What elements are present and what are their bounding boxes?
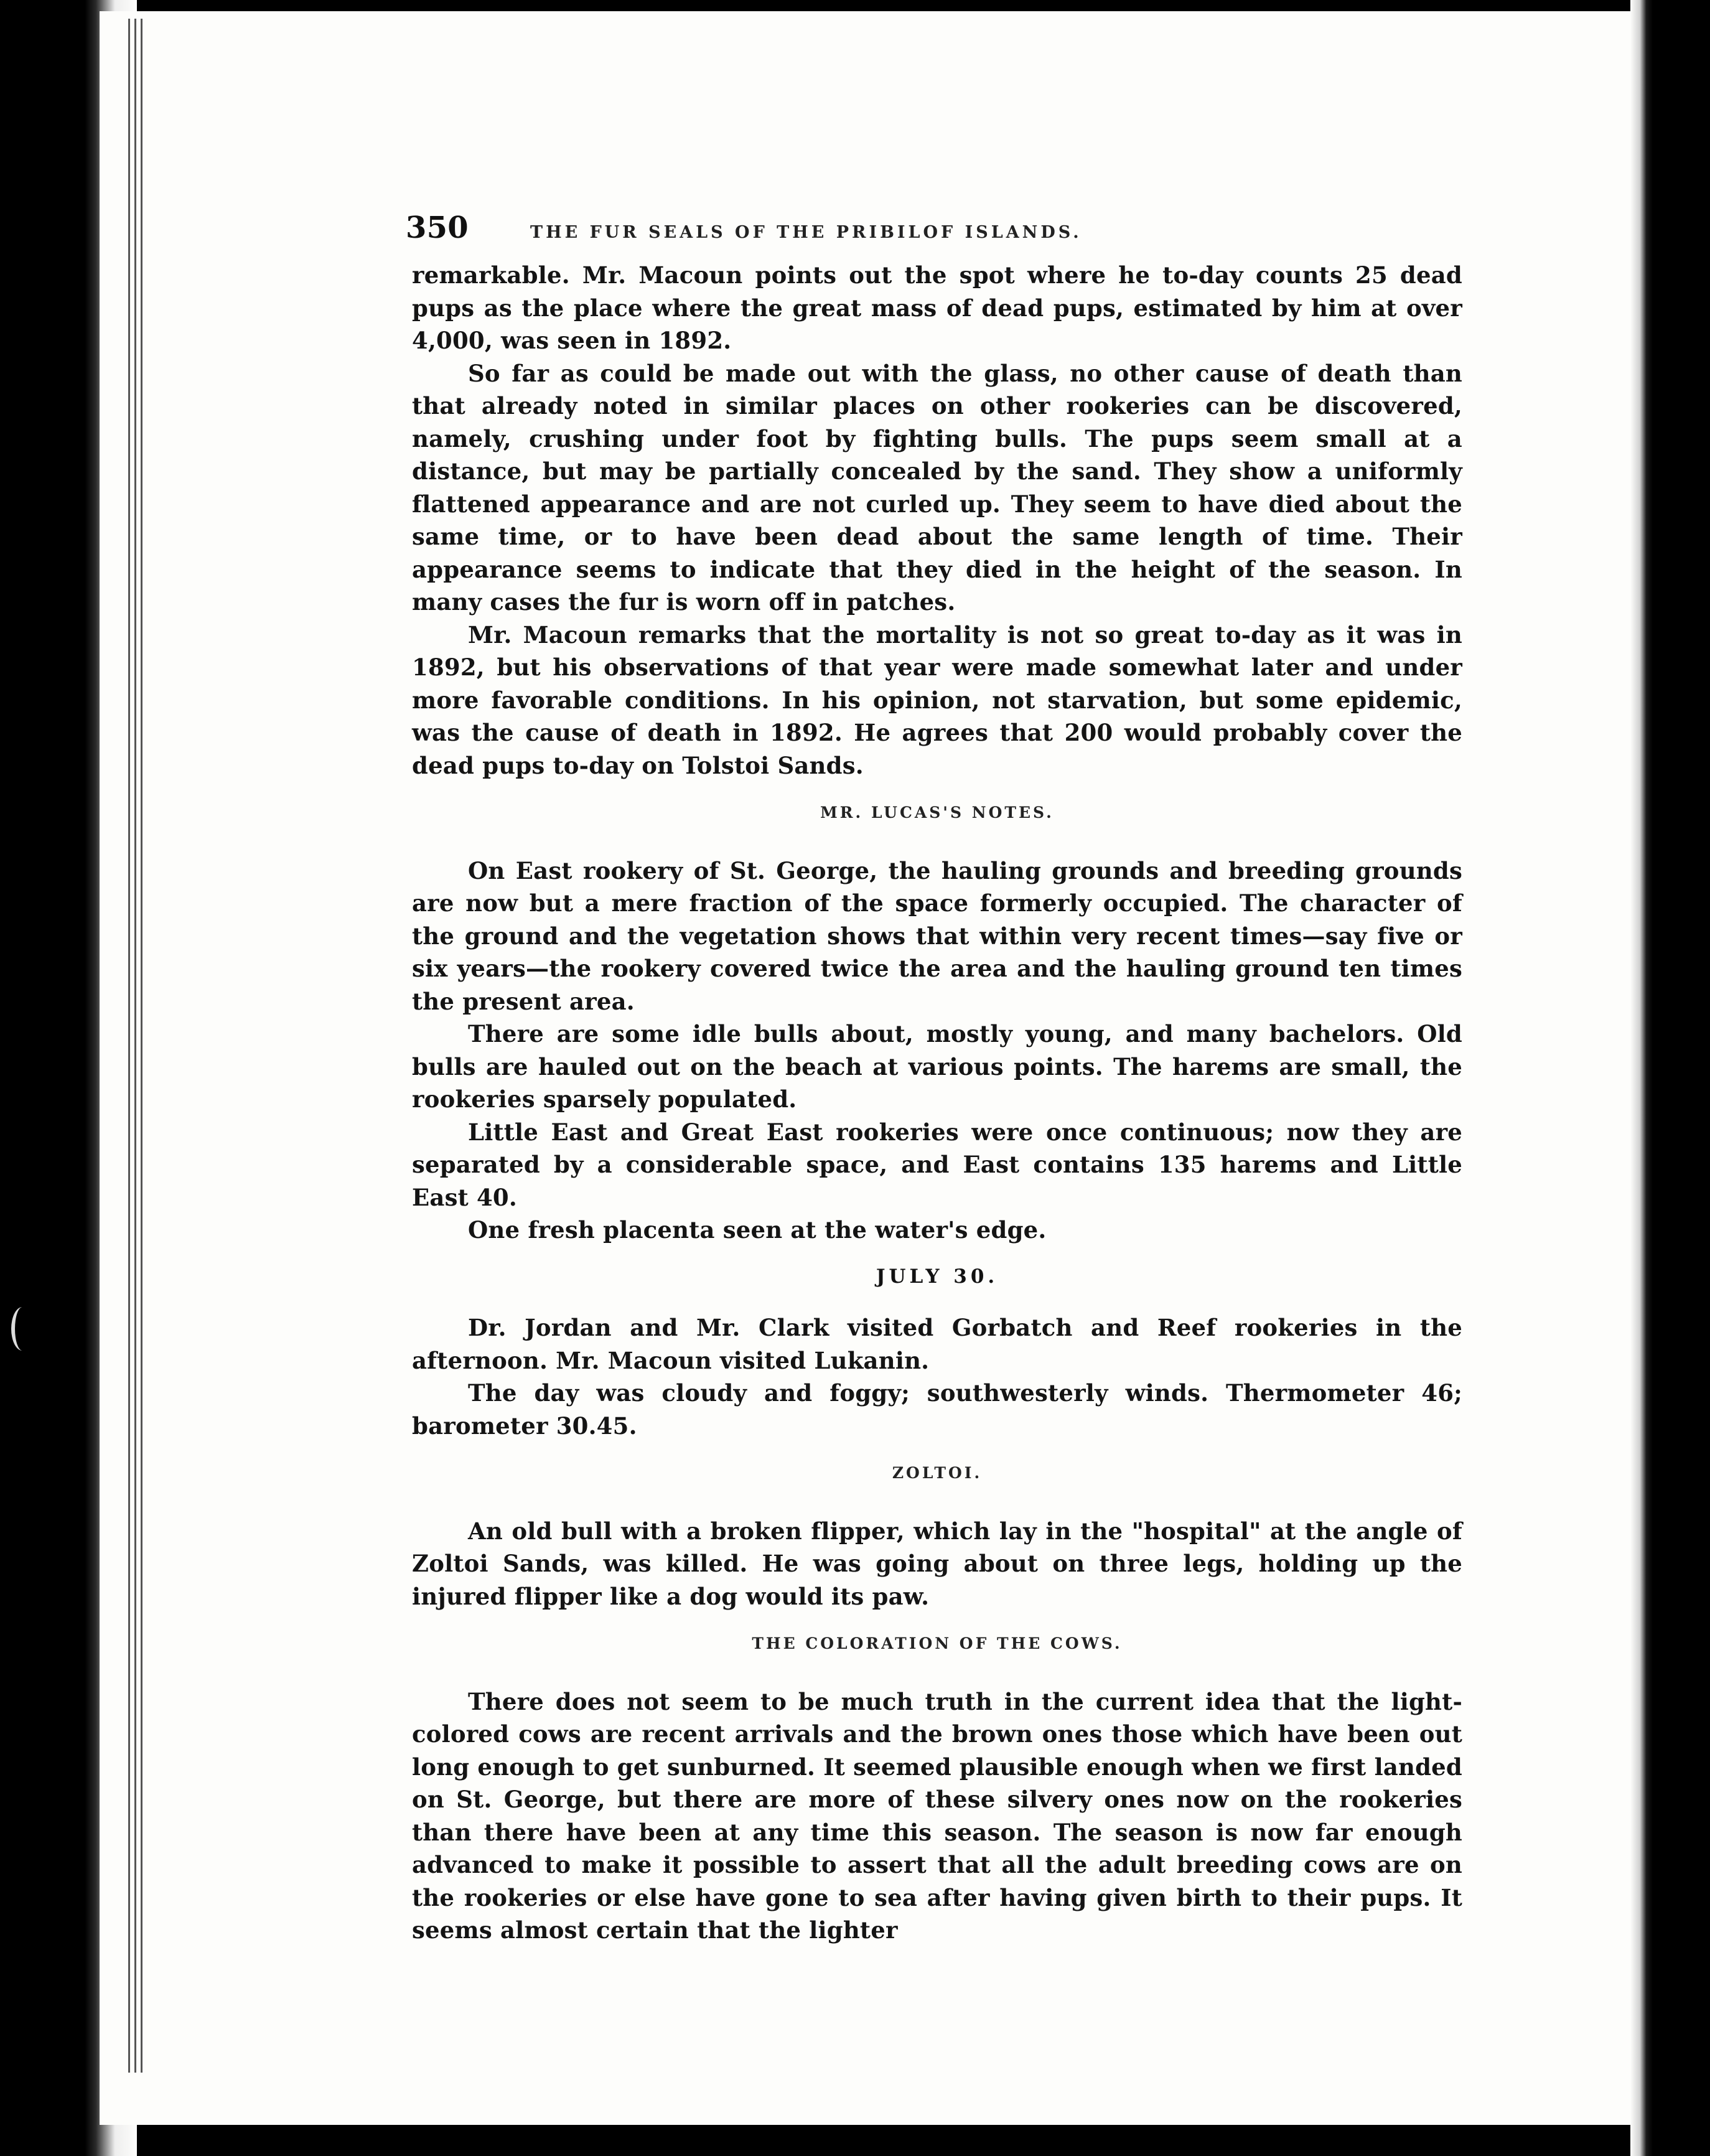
page-edge-line (128, 19, 130, 2073)
section-heading-zoltoi: ZOLTOI. (892, 1464, 983, 1482)
running-head (406, 212, 1462, 259)
section-heading-lucas: MR. LUCAS'S NOTES. (820, 804, 1054, 822)
date-heading: JULY 30. (876, 1265, 999, 1288)
page-edge-line (134, 19, 136, 2073)
section-heading-coloration: THE COLORATION OF THE COWS. (752, 1634, 1123, 1652)
paragraph: An old bull with a broken flipper, which lay in the "hospital" at the angle of Zoltoi Sands, was killed. He was going about on three legs, holding up the injured flipper like a dog would its paw. (412, 1517, 1462, 1610)
right-page-edge (1630, 0, 1710, 2156)
page-text-top (406, 210, 1462, 1947)
paragraph: There does not seem to be much truth in the current idea that the light-colored cows are recent arrivals and the brown ones those which have been out long enough to get sunburned. It seemed plausible enough when we first landed on St. George, but there are more of these silvery ones now on the rookeries than there have been at any time this season. The season is now far enough advanced to make it possible to assert that all the adult breeding cows are on the rookeries or else have gone to sea after having given birth to their pups. It seems almost certain that the lighter (412, 1687, 1462, 1944)
paragraph: The day was cloudy and foggy; southwesterly winds. Thermometer 46; barometer 30.45. (412, 1379, 1462, 1440)
paragraph: On East rookery of St. George, the hauling grounds and breeding grounds are now but a mere fraction of the space formerly occupied. The character of the ground and the vegetation shows that within very recent times—say five or six years—the rookery covered twice the area and the hauling ground ten times the present area. (412, 856, 1462, 1015)
paragraph: remarkable. Mr. Macoun points out the spot where he to-day counts 25 dead pups as the place where the great mass of dead pups, estimated by him at over 4,000, was seen in 1892. (412, 261, 1462, 354)
page-edge-line (141, 19, 142, 2073)
paragraph: There are some idle bulls about, mostly young, and many bachelors. Old bulls are hauled out on the beach at various points. The harems are small, the rookeries sparsely populated. (412, 1020, 1462, 1113)
paragraph: Mr. Macoun remarks that the mortality is not so great to-day as it was in 1892, but his observations of that year were made somewhat later and under more favorable conditions. In his opinion, not starvation, but some epidemic, was the cause of death in 1892. He agrees that 200 would probably cover the dead pups to-day on Tolstoi Sands. (412, 621, 1462, 779)
running-title: THE FUR SEALS OF THE PRIBILOF ISLANDS. (530, 223, 1082, 242)
paragraph: Little East and Great East rookeries were once continuous; now they are separated by a considerable space, and East contains 135 harems and Little East 40. (412, 1118, 1462, 1211)
scan-mark-icon (11, 1307, 34, 1351)
paragraph: One fresh placenta seen at the water's edge. (468, 1216, 1047, 1244)
page-number: 350 (406, 210, 469, 245)
paragraph: So far as could be made out with the glass, no other cause of death than that already noted in similar places on other rookeries can be discovered, namely, crushing under foot by fighting bulls. The pups seem small at a distance, but may be partially concealed by the sand. They show a uniformly flattened appearance and are not curled up. They seem to have died about the same time, or to have been dead about the same length of time. Their appearance seems to indicate that they died in the height of the season. In many cases the fur is worn off in patches. (412, 359, 1462, 616)
paragraph: Dr. Jordan and Mr. Clark visited Gorbatch and Reef rookeries in the afternoon. Mr. Macoun visited Lukanin. (412, 1314, 1462, 1374)
